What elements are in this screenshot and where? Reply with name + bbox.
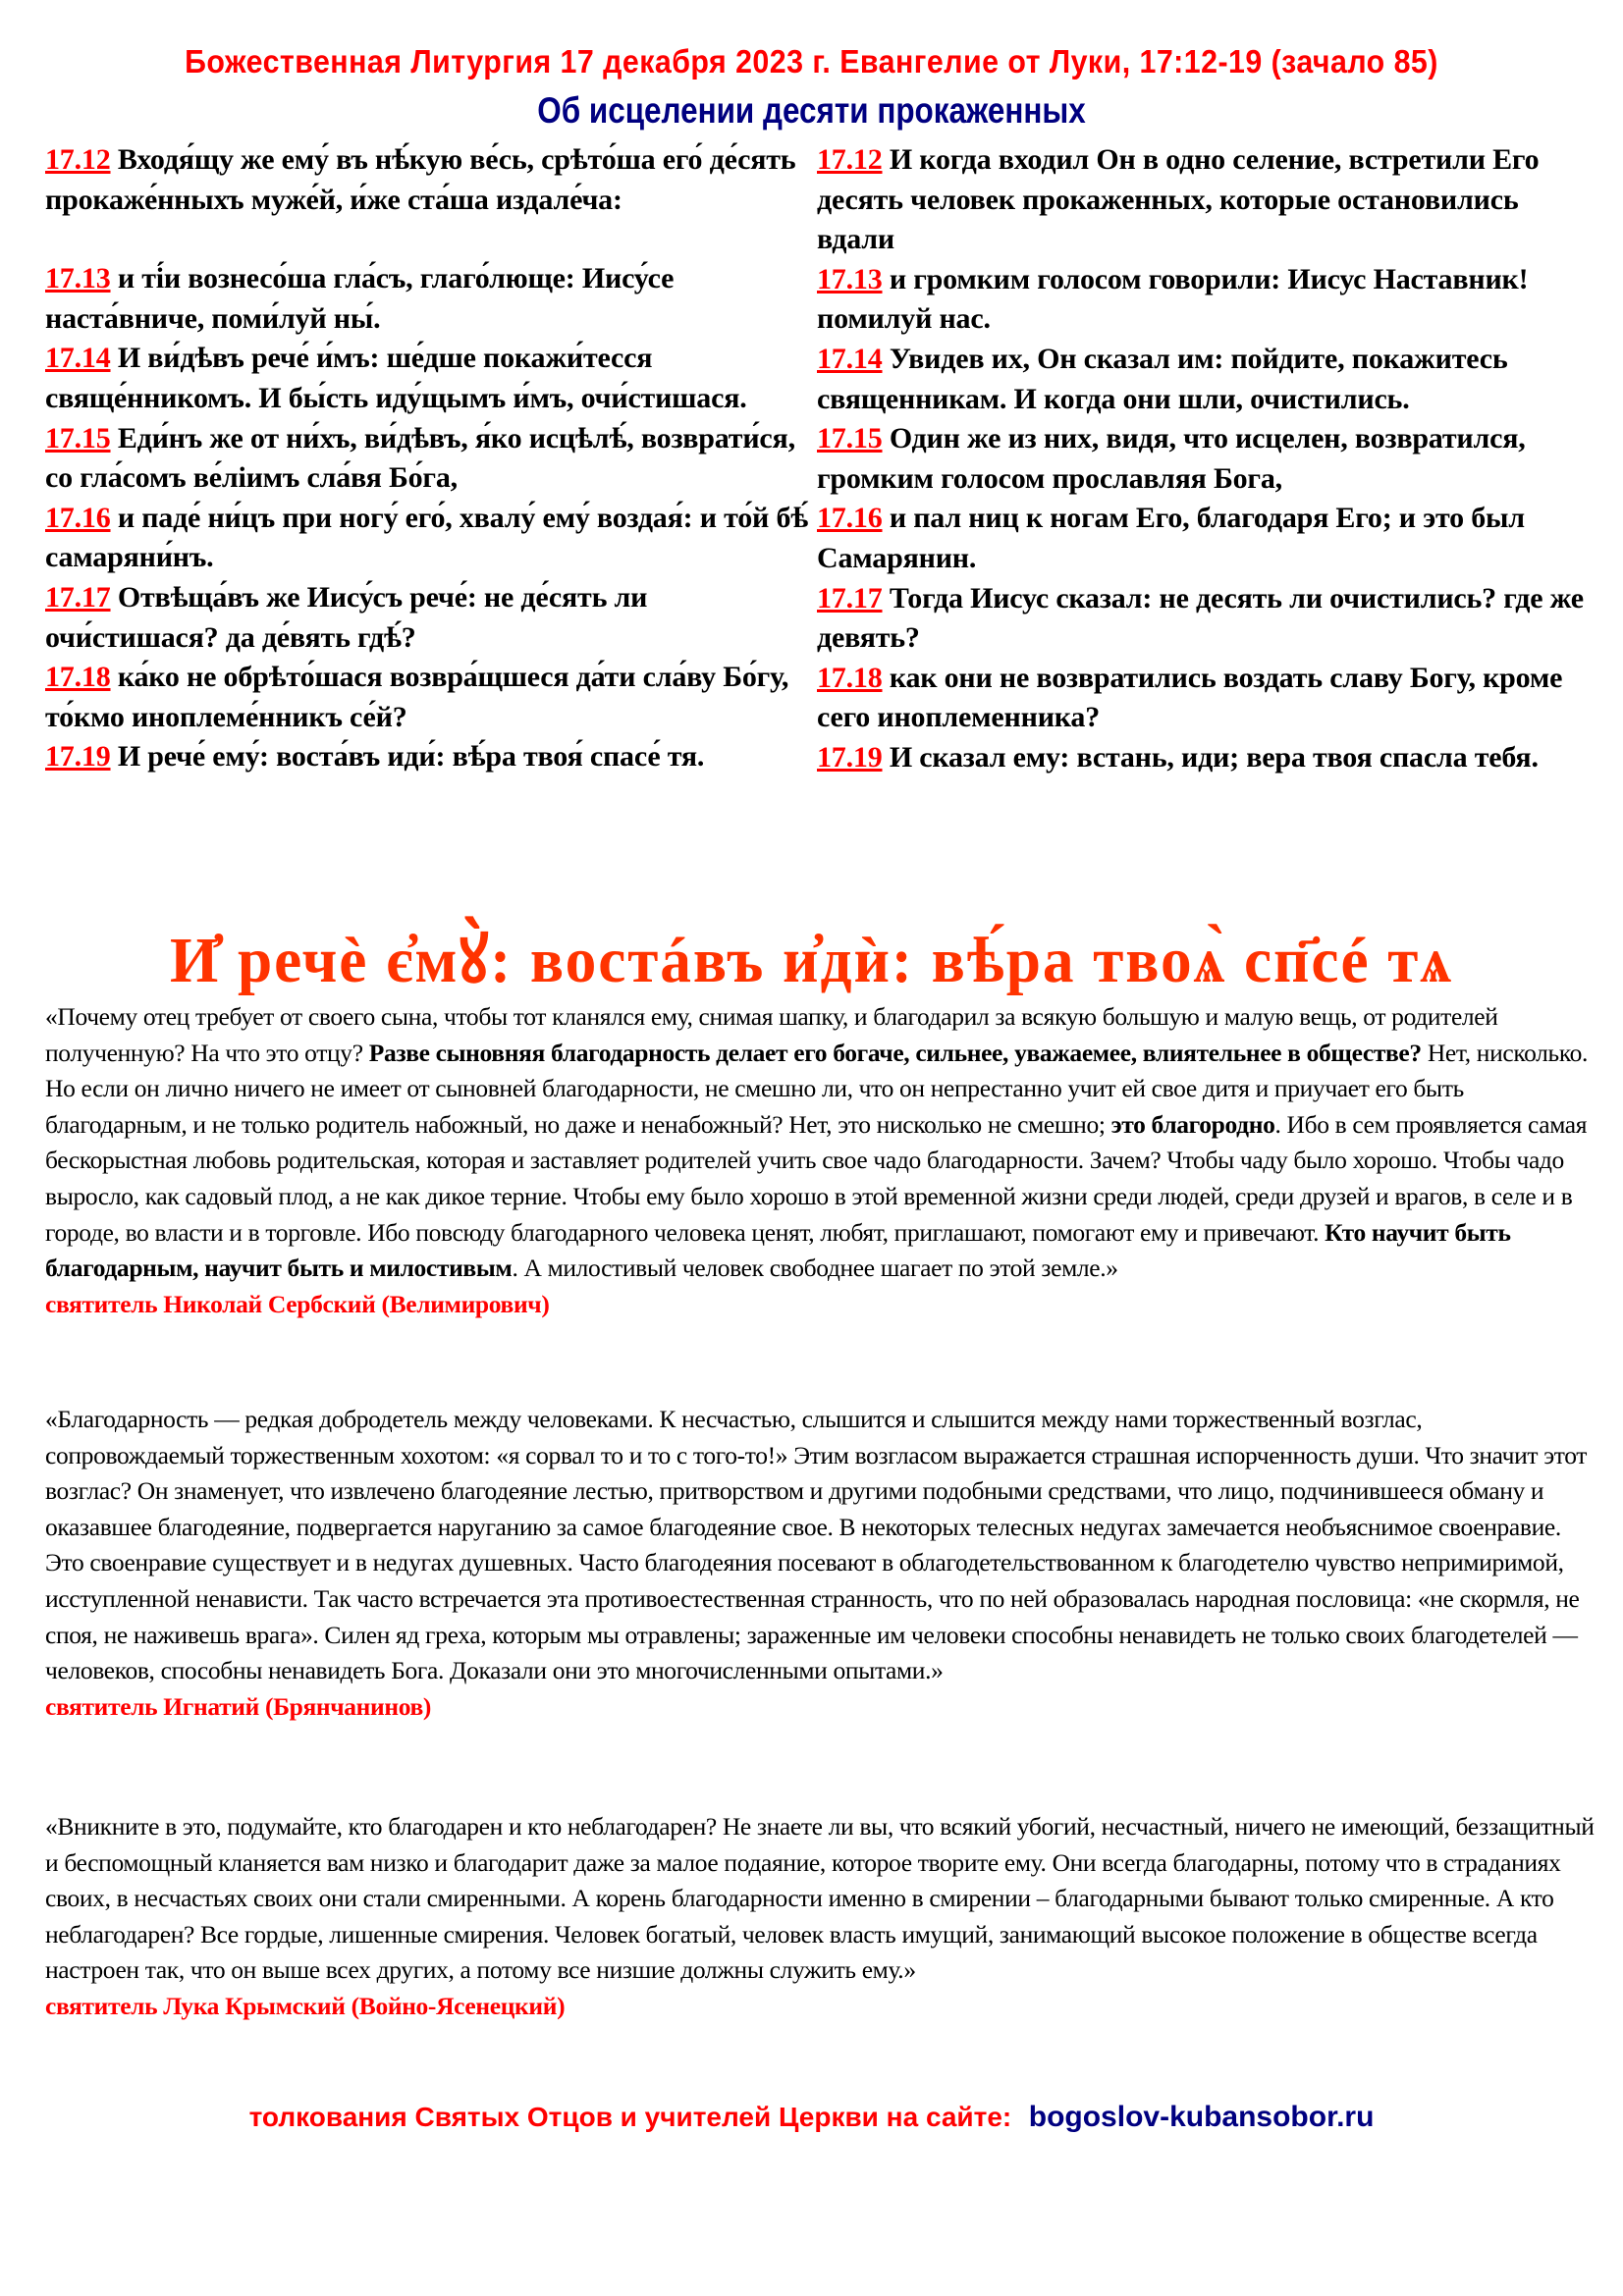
verse-17-13 — [45, 259, 821, 339]
quote-text: . Ибо в сем проявляется самая бескорыстная любовь родительская, которая и заставляет родителей учить свое чадо благодарности. Зачем? Чтобы чаду было хорошо. Чтобы чадо выросло, как садовый плод, а не как дикое терние. Чтобы ему было хорошо в этой временной жизни среди людей, среди друзей и врагов, в селе и в городе, во власти и в торговле. Ибо повсюду благодарного человека ценят, любят, приглашают, помогают ему и привечают. — [45, 1109, 1588, 1247]
russian-column — [817, 140, 1602, 778]
verse-number-link[interactable]: 17.18 — [817, 661, 883, 694]
quote-text: «Вникните в это, подумайте, кто благодарен и кто неблагодарен? Не знаете ли вы, что всякий убогий, несчастный, ничего не имеющий, беззащитный и беспомощный кланяется вам низко и благодарит даже за малое подаяние, которое творите ему. Они всегда благодарны, потому что в страданиях своих, в несчастьях своих они стали смиренными. А корень благодарности именно в смирении – благодарными бывают только смиренные. А кто неблагодарен? Все гордые, лишенные смирения. Человек богатый, человек власть имущий, занимающий высокое положение в обществе всегда настроен так, что он выше всех других, а потому все низшие должны служить ему.» — [45, 1812, 1595, 1985]
verse-text: И сказал ему: встань, иди; вера твоя спасла тебя. — [882, 740, 1539, 774]
quote-text: «Почему отец требует от своего сына, чтобы тот кланялся ему, снимая шапку, и благодарил за всякую большую и малую вещь, от родителей полученную? На что это отцу? — [45, 1002, 1498, 1067]
verse-number-link[interactable]: 17.19 — [45, 740, 111, 774]
verse-17-14 — [45, 339, 821, 418]
page-subtitle: Об исцелении десяти прокаженных — [537, 90, 1086, 131]
verse-17-18 — [817, 659, 1602, 738]
verse-text: и пал ниц к ногам Его, благодаря Его; и это был Самарянин. — [817, 502, 1525, 574]
verse-text: И когда входил Он в одно селение, встретили Его десять человек прокаженных, которые остановились вдали — [817, 143, 1540, 256]
footer — [0, 2101, 1623, 2134]
verse-17-19 — [45, 737, 821, 777]
quote-author: святитель Лука Крымский (Войно-Ясенецкий) — [45, 1991, 566, 2020]
verse-17-13 — [817, 260, 1602, 340]
verse-17-12 — [817, 140, 1602, 260]
verse-17-17 — [45, 578, 821, 658]
slavonic-column — [45, 140, 821, 777]
verse-17-16 — [817, 499, 1602, 578]
verse-text: и паде́ ни́цъ при ногу́ его́, хвалу́ ему́ воздая́: и то́й бѣ́ самаряни́нъ. — [45, 501, 809, 574]
quote-text: «Благодарность — редкая добродетель между человеками. К несчастью, слышится и слышится между нами торжественный возглас, сопровождаемый торжественным хохотом: «я сорвал то и то с того-то!» Этим возгласом выражается страшная испорченность души. Что значит этот возглас? Он знаменует, что извлечено благодеяние лестью, притворством и другими подобными средствами, что лицо, подчинившееся обману и оказавшее благодеяние, подвергается наруганию за самое благодеяние свое. В некоторых телесных недугах замечается необъяснимое своенравие. Это своенравие существует и в недугах душевных. Часто благодеяния посевают в облагодетельствованном к благодетелю чувство непримиримой, исступленной ненависти. Так часто встречается эта противоестественная странность, что по ней образовалась народная пословица: «не скормля, не споя, не наживешь врага». Силен яд греха, которым мы отравлены; зараженные им человеки способны ненавидеть не только своих благодетелей — человеков, способны ненавидеть Бога. Доказали они это многочисленными опытами.» — [45, 1405, 1588, 1685]
verse-17-17 — [817, 579, 1602, 659]
quote-ignatiy — [45, 1402, 1596, 1725]
verse-text: и ті́и вознесо́ша гла́съ, глаго́люще: Иису́се наста́вниче, поми́луй ны́. — [45, 262, 675, 335]
page-title: Божественная Литургия 17 декабря 2023 г. Евангелие от Луки, 17:12-19 (зачало 85) — [185, 43, 1438, 80]
quote-author: святитель Игнатий (Брянчанинов) — [45, 1691, 432, 1721]
verse-text: ка́ко не обрѣто́шася возвра́щшеся да́ти сла́ву Бо́гу, то́кмо иноплеме́нникъ се́й? — [45, 661, 789, 733]
verse-number-link[interactable]: 17.16 — [45, 501, 111, 534]
quote-emphasis: Разве сыновняя благодарность делает его богаче, сильнее, уважаемее, влиятельнее в обществе? — [368, 1038, 1422, 1067]
verse-number-link[interactable]: 17.15 — [45, 421, 111, 454]
verse-text: И ви́дѣвъ рече́ и́мъ: ше́дше покажи́тесся свяще́нникомъ. И бы́сть иду́щымъ и́мъ, очи́стишася. — [45, 342, 747, 414]
verse-17-15 — [817, 419, 1602, 499]
verse-number-link[interactable]: 17.17 — [817, 581, 883, 614]
verse-text: Входя́щу же ему́ въ нѣ́кую ве́сь, срѣто́ша его́ де́сять прокаже́нныхъ муже́й, и́же ста́ша издале́ча: — [45, 143, 796, 216]
verse-number-link[interactable]: 17.17 — [45, 580, 111, 614]
verse-text: Один же из них, видя, что исцелен, возвратился, громким голосом прославляя Бога, — [817, 422, 1526, 495]
verse-number-link[interactable]: 17.19 — [817, 740, 883, 774]
verse-17-14 — [817, 340, 1602, 419]
verse-text: Отвѣща́въ же Иису́съ рече́: не де́сять ли очи́стишася? да де́вять гдѣ́? — [45, 580, 648, 654]
verse-number-link[interactable]: 17.14 — [817, 342, 883, 375]
verse-17-12 — [45, 140, 821, 220]
verse-text: как они не возвратились воздать славу Богу, кроме сего иноплеменника? — [817, 661, 1563, 734]
footer-site-link[interactable]: bogoslov-kubansobor.ru — [1028, 2101, 1375, 2133]
verse-number-link[interactable]: 17.14 — [45, 342, 111, 375]
quote-luka — [45, 1809, 1596, 2025]
quote-text: . А милостивый человек свободнее шагает по этой земле.» — [512, 1254, 1118, 1283]
verse-text: Увидев их, Он сказал им: пойдите, покажитесь священникам. И когда они шли, очистились. — [817, 342, 1508, 415]
verse-number-link[interactable]: 17.16 — [817, 502, 883, 535]
footer-label: толкования Святых Отцов и учителей Церкви на сайте: — [248, 2102, 1012, 2132]
verse-text: Тогда Иисус сказал: не десять ли очистились? где же девять? — [817, 581, 1584, 655]
verse-17-16 — [45, 499, 821, 578]
quote-emphasis: это благородно — [1110, 1109, 1275, 1139]
verse-text: И рече́ ему́: воста́въ иди́: вѣ́ра твоя́ спасе́ тя. — [110, 740, 705, 774]
verse-number-link[interactable]: 17.15 — [817, 422, 883, 455]
verse-number-link[interactable]: 17.13 — [45, 262, 111, 295]
verse-number-link[interactable]: 17.18 — [45, 661, 111, 694]
verse-text: Еди́нъ же от ни́хъ, ви́дѣвъ, я́ко исцѣлѣ́, возврати́ся, со гла́сомъ ве́лiимъ сла́вя Бо́га, — [45, 421, 795, 495]
quote-emphasis: Кто научит быть благодарным, научит быть и милостивым — [45, 1217, 1511, 1283]
key-verse-slavonic: И҆ речѐ є҆мꙋ̀: востáвъ и҆дѝ: вѣ́ра твоѧ̀ сп҃сé тѧ — [170, 925, 1453, 996]
quote-nikolai — [45, 999, 1596, 1322]
quote-text: Нет, нисколько. Но если он лично ничего не имеет от сыновней благодарности, не смешно ли, что он непрестанно учит ей свое дитя и приучает его быть благодарным, и не только родитель набожный, но даже и ненабожный? Нет, это нисколько не смешно; — [45, 1038, 1588, 1139]
verse-number-link[interactable]: 17.12 — [817, 143, 883, 176]
verse-17-18 — [45, 658, 821, 737]
quote-author: святитель Николай Сербский (Велимирович) — [45, 1289, 550, 1318]
verse-number-link[interactable]: 17.12 — [45, 143, 111, 176]
verse-17-15 — [45, 419, 821, 499]
verse-17-19 — [817, 738, 1602, 778]
verse-number-link[interactable]: 17.13 — [817, 262, 883, 295]
verse-text: и громким голосом говорили: Иисус Наставник! помилуй нас. — [817, 262, 1529, 336]
